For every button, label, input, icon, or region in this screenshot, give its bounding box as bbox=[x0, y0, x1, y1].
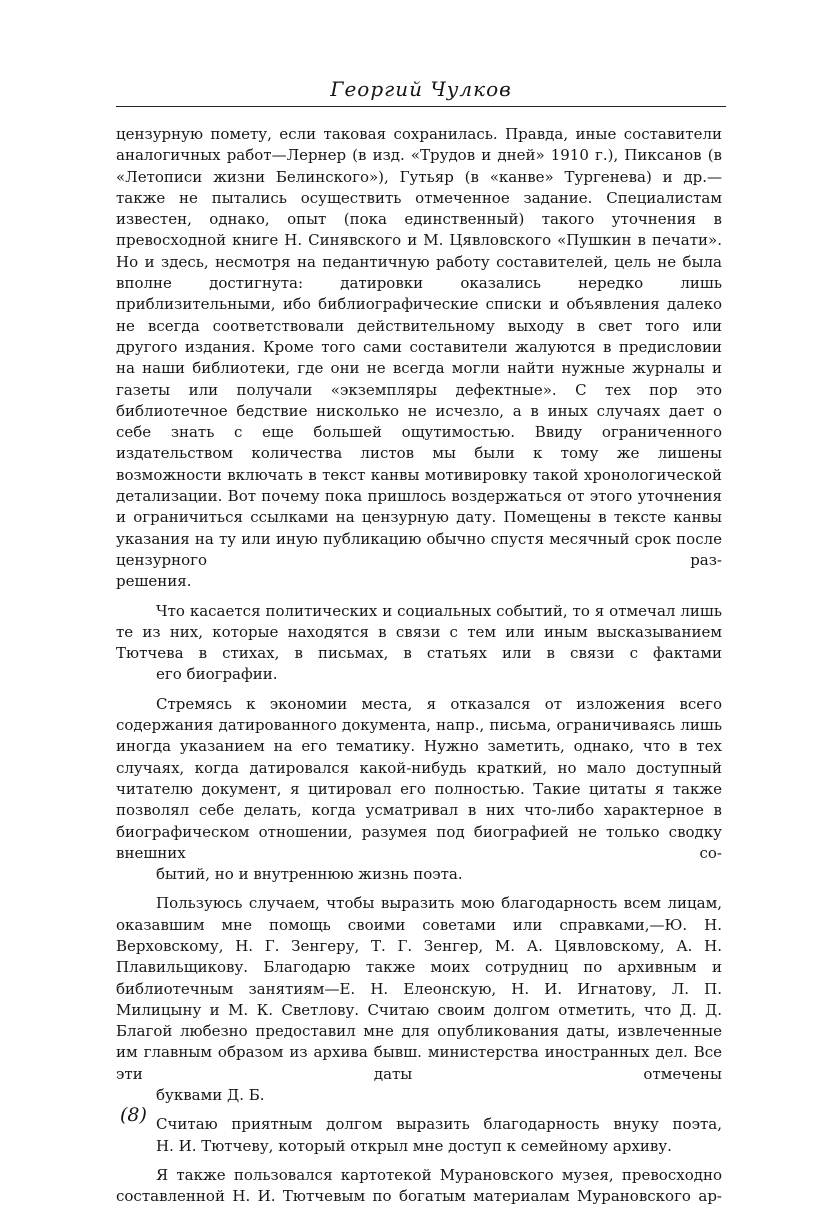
paragraph-2 bbox=[116, 601, 722, 686]
paragraph-6-text: Я также пользовался картотекой Мурановского музея, превосходно составленной Н. И. Тютчевым по богатым материалам Мурановского ар- bbox=[116, 1165, 722, 1206]
paragraph-4-text: Пользуюсь случаем, чтобы выразить мою благодарность всем лицам, оказавшим мне помощь своими советами или справками,—Ю. Н. Верховскому, Н. Г. Зенгеру, Т. Г. Зенгер, М. А. Цявловскому, А. Н. Плавильщикову. Благодарю также моих сотрудниц по архивным и библиотечным занятиям—Е. Н. Елеонскую, Н. И. Игнатову, Л. П. Милицыну и М. К. Светлову. Считаю своим долгом отметить, что Д. Д. Благой любезно предоставил мне для опубликования даты, извлеченные им главным образом из архива бывш. министерства иностранных дел. Все эти даты отмечены bbox=[116, 894, 722, 1083]
paragraph-1-last-line: решения. bbox=[116, 572, 192, 591]
paragraph-5-last-line: Н. И. Тютчеву, который открыл мне доступ к семейному архиву. bbox=[156, 1136, 672, 1155]
paragraph-2-text: Что касается политических и социальных событий, то я отмечал лишь те из них, которые находятся в связи с тем или иным высказыванием Тютчева в стихах, в письмах, в статьях или в связи с фактами bbox=[116, 601, 722, 663]
paragraph-1-text: цензурную помету, если таковая сохранилась. Правда, иные составители аналогичных работ—Лернер (в изд. «Трудов и дней» 1910 г.), Пиксанов (в «Летописи жизни Белинского»), Гутьяр (в «канве» Тургенева) и др.—также не пытались осуществить отмеченное задание. Специалистам известен, однако, опыт (пока единственный) такого уточнения в превосходной книге Н. Синявского и М. Цявловского «Пушкин в печати». Но и здесь, несмотря на педантичную работу составителей, цель не была вполне достигнута: датировки оказались нередко лишь приблизительными, ибо библиографические списки и объявления далеко не всегда соответствовали действительному выходу в свет того или другого издания. Кроме того сами составители жалуются в предисловии на наши библиотеки, где они не всегда могли найти нужные журналы и газеты или получали «экземпляры дефектные». С тех пор это библиотечное бедствие нисколько не исчезло, а в иных случаях дает о себе знать с еще большей ощутимостью. Ввиду ограниченного издательством количества листов мы были к тому же лишены возможности включать в текст канвы мотивировку такой хронологической детализации. Вот почему пока пришлось воздержаться от этого уточнения и ограничиться ссылками на цензурную дату. Помещены в тексте канвы указания на ту или иную публикацию обычно спустя месячный срок после цензурного раз- bbox=[116, 125, 722, 569]
paragraph-4 bbox=[116, 893, 722, 1106]
paragraph-2-last-line: его биографии. bbox=[156, 665, 278, 684]
paragraph-3 bbox=[116, 694, 722, 886]
paragraph-5-text: Считаю приятным долгом выразить благодарность внуку поэта, bbox=[156, 1115, 722, 1134]
header-author-title: Георгий Чулков bbox=[330, 77, 512, 101]
page-number: (8) bbox=[120, 1104, 147, 1126]
paragraph-1 bbox=[116, 124, 722, 593]
paragraph-4-last-line: буквами Д. Б. bbox=[156, 1086, 265, 1105]
body-text bbox=[116, 124, 722, 1216]
paragraph-5 bbox=[116, 1114, 722, 1157]
paragraph-3-text: Стремясь к экономии места, я отказался от изложения всего содержания датированного документа, напр., письма, ограничиваясь лишь иногда указанием на его тематику. Нужно заметить, однако, что в тех случаях, когда датировался какой-нибудь краткий, но мало доступный читателю документ, я цитировал его полностью. Такие цитаты я также позволял себе делать, когда усматривал в них что-либо характерное в биографическом отношении, разумея под биографией не только сводку внешних со- bbox=[116, 694, 722, 862]
paragraph-6 bbox=[116, 1165, 722, 1208]
running-header bbox=[116, 70, 726, 107]
paragraph-3-last-line: бытий, но и внутреннюю жизнь поэта. bbox=[156, 865, 463, 884]
